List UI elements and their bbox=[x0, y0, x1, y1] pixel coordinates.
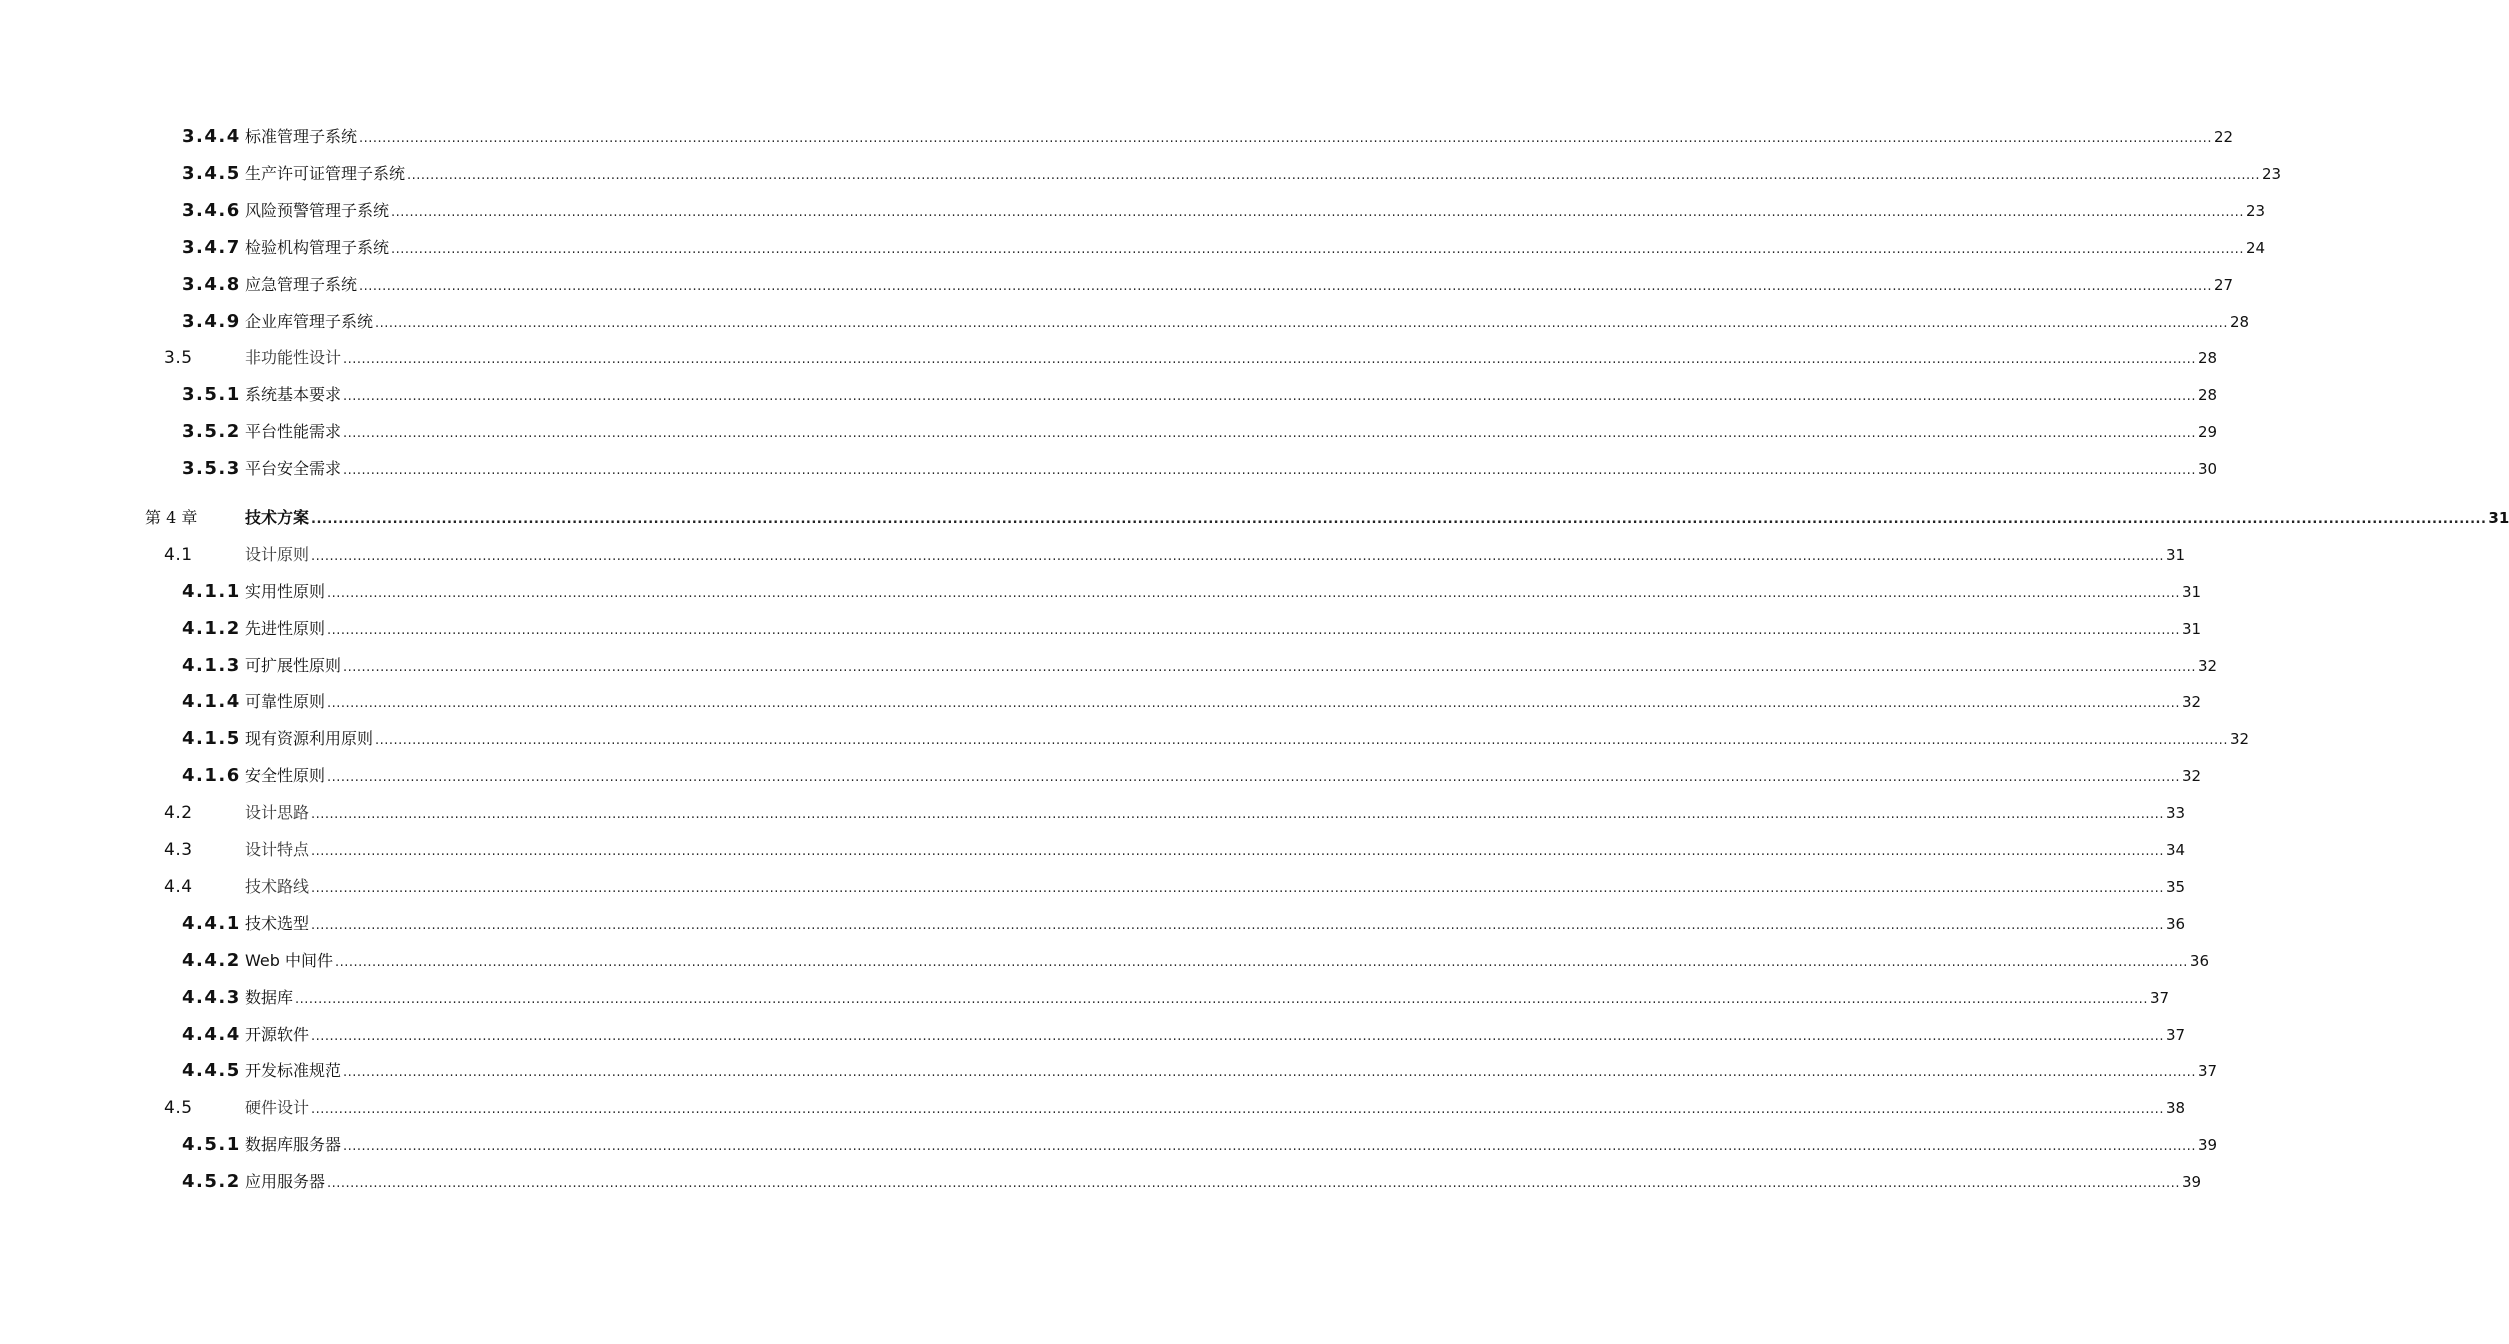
toc-dot-leader: ................................................................................................................................................................................................................................................................................................................................................................................................................ bbox=[327, 586, 2180, 601]
toc-entry-title: 标准管理子系统 bbox=[245, 127, 358, 146]
toc-entry-line bbox=[245, 456, 2218, 484]
toc-dot-leader: ................................................................................................................................................................................................................................................................................................................................................................................................................ bbox=[311, 512, 2487, 527]
toc-entry-title: Web 中间件 bbox=[245, 951, 333, 970]
toc-entry-line bbox=[245, 579, 2202, 607]
toc-entry-number: 4.5.1 bbox=[182, 1134, 241, 1155]
toc-entry-number: 4.5.2 bbox=[182, 1171, 241, 1192]
toc-entry[interactable] bbox=[0, 948, 2210, 974]
toc-entry-line bbox=[245, 272, 2234, 300]
toc-entry-page: 33 bbox=[2165, 804, 2186, 822]
toc-entry-title: 实用性原则 bbox=[245, 582, 326, 601]
toc-entry-page: 37 bbox=[2165, 1026, 2186, 1044]
toc-entry-number: 3.4.6 bbox=[182, 200, 241, 221]
toc-entry-number: 3.5.2 bbox=[182, 421, 241, 442]
toc-entry-title: 可靠性原则 bbox=[245, 692, 326, 711]
toc-entry-number: 4.4.3 bbox=[182, 987, 241, 1008]
toc-dot-leader: ................................................................................................................................................................................................................................................................................................................................................................................................................ bbox=[311, 1029, 2164, 1044]
toc-entry-number: 4.4.2 bbox=[182, 950, 241, 971]
toc-dot-leader: ................................................................................................................................................................................................................................................................................................................................................................................................................ bbox=[375, 316, 2228, 331]
toc-entry-line bbox=[245, 198, 2266, 226]
toc-entry-page: 32 bbox=[2229, 730, 2250, 748]
toc-entry-title: 技术选型 bbox=[245, 914, 310, 933]
toc-entry[interactable] bbox=[0, 1058, 2218, 1084]
toc-entry[interactable] bbox=[0, 579, 2202, 605]
toc-entry-page: 38 bbox=[2165, 1099, 2186, 1117]
toc-entry-title: 开源软件 bbox=[245, 1025, 310, 1044]
toc-entry-number: 4.1.1 bbox=[182, 581, 241, 602]
toc-dot-leader: ................................................................................................................................................................................................................................................................................................................................................................................................................ bbox=[343, 352, 2196, 367]
toc-entry-page: 37 bbox=[2149, 989, 2170, 1007]
toc-entry-number: 3.5 bbox=[164, 348, 193, 368]
toc-dot-leader: ................................................................................................................................................................................................................................................................................................................................................................................................................ bbox=[343, 1139, 2196, 1154]
toc-entry-title: 平台安全需求 bbox=[245, 459, 342, 478]
toc-entry-title: 设计思路 bbox=[245, 803, 310, 822]
toc-entry-page: 27 bbox=[2213, 276, 2234, 294]
toc-entry-line bbox=[245, 345, 2218, 373]
toc-entry-number: 3.4.4 bbox=[182, 126, 241, 147]
toc-entry-page: 31 bbox=[2488, 509, 2509, 527]
toc-entry-line bbox=[245, 124, 2234, 152]
toc-entry-page: 36 bbox=[2189, 952, 2210, 970]
toc-entry-page: 28 bbox=[2197, 386, 2218, 404]
toc-entry-number: 4.3 bbox=[164, 840, 193, 860]
toc-entry-title: 数据库服务器 bbox=[245, 1135, 342, 1154]
toc-entry-page: 39 bbox=[2181, 1173, 2202, 1191]
toc-entry-line bbox=[245, 1169, 2202, 1197]
toc-entry-number: 4.1.6 bbox=[182, 765, 241, 786]
toc-entry-number: 3.4.9 bbox=[182, 311, 241, 332]
toc-entry[interactable] bbox=[0, 616, 2202, 642]
toc-dot-leader: ................................................................................................................................................................................................................................................................................................................................................................................................................ bbox=[327, 696, 2180, 711]
toc-entry-number: 4.1.2 bbox=[182, 618, 241, 639]
toc-entry-line bbox=[245, 874, 2186, 902]
toc-entry-title: 检验机构管理子系统 bbox=[245, 238, 390, 257]
toc-entry-title: 开发标准规范 bbox=[245, 1061, 342, 1080]
toc-entry-page: 23 bbox=[2261, 165, 2282, 183]
toc-entry-line bbox=[245, 616, 2202, 644]
toc-dot-leader: ................................................................................................................................................................................................................................................................................................................................................................................................................ bbox=[359, 279, 2212, 294]
toc-dot-leader: ................................................................................................................................................................................................................................................................................................................................................................................................................ bbox=[334, 955, 2188, 970]
toc-dot-leader: ................................................................................................................................................................................................................................................................................................................................................................................................................ bbox=[375, 733, 2228, 748]
toc-entry-line bbox=[245, 800, 2186, 828]
toc-entry-number: 4.4 bbox=[164, 877, 193, 897]
toc-entry-title: 系统基本要求 bbox=[245, 385, 342, 404]
toc-entry-line bbox=[245, 382, 2218, 410]
toc-entry-title: 应用服务器 bbox=[245, 1172, 326, 1191]
toc-entry-page: 24 bbox=[2245, 239, 2266, 257]
toc-entry-page: 31 bbox=[2165, 546, 2186, 564]
toc-entry[interactable] bbox=[0, 1169, 2202, 1195]
toc-entry[interactable] bbox=[0, 124, 2234, 150]
toc-entry-number: 4.1.3 bbox=[182, 655, 241, 676]
toc-entry-line bbox=[245, 161, 2282, 189]
toc-entry-line bbox=[245, 726, 2250, 754]
toc-dot-leader: ................................................................................................................................................................................................................................................................................................................................................................................................................ bbox=[343, 389, 2196, 404]
toc-entry-line bbox=[245, 1022, 2186, 1050]
toc-entry-title: 硬件设计 bbox=[245, 1098, 310, 1117]
toc-entry[interactable] bbox=[0, 198, 2266, 224]
toc-entry[interactable] bbox=[0, 382, 2218, 408]
toc-entry-title: 设计特点 bbox=[245, 840, 310, 859]
toc-entry-number: 4.1.4 bbox=[182, 691, 241, 712]
toc-dot-leader: ................................................................................................................................................................................................................................................................................................................................................................................................................ bbox=[359, 131, 2212, 146]
toc-dot-leader: ................................................................................................................................................................................................................................................................................................................................................................................................................ bbox=[407, 168, 2260, 183]
toc-entry-page: 31 bbox=[2181, 583, 2202, 601]
toc-dot-leader: ................................................................................................................................................................................................................................................................................................................................................................................................................ bbox=[391, 205, 2244, 220]
toc-entry-page: 34 bbox=[2165, 841, 2186, 859]
toc-entry[interactable] bbox=[0, 837, 2186, 863]
toc-entry-title: 数据库 bbox=[245, 988, 294, 1007]
toc-entry[interactable] bbox=[0, 161, 2282, 187]
toc-entry-number: 4.1 bbox=[164, 545, 193, 565]
toc-entry-page: 32 bbox=[2181, 767, 2202, 785]
toc-dot-leader: ................................................................................................................................................................................................................................................................................................................................................................................................................ bbox=[343, 463, 2196, 478]
toc-entry-line bbox=[245, 309, 2250, 337]
toc-entry[interactable] bbox=[0, 272, 2234, 298]
toc-entry-number: 3.4.5 bbox=[182, 163, 241, 184]
toc-entry-page: 37 bbox=[2197, 1062, 2218, 1080]
toc-entry[interactable] bbox=[0, 911, 2186, 937]
toc-entry-line bbox=[245, 948, 2210, 976]
toc-entry-page: 23 bbox=[2245, 202, 2266, 220]
toc-entry-number: 4.4.4 bbox=[182, 1024, 241, 1045]
toc-entry-title: 非功能性设计 bbox=[245, 348, 342, 367]
toc-entry-page: 22 bbox=[2213, 128, 2234, 146]
toc-entry-title: 风险预警管理子系统 bbox=[245, 201, 390, 220]
toc-dot-leader: ................................................................................................................................................................................................................................................................................................................................................................................................................ bbox=[391, 242, 2244, 257]
toc-entry-number: 4.5 bbox=[164, 1098, 193, 1118]
toc-entry-title: 设计原则 bbox=[245, 545, 310, 564]
toc-entry-page: 39 bbox=[2197, 1136, 2218, 1154]
toc-dot-leader: ................................................................................................................................................................................................................................................................................................................................................................................................................ bbox=[311, 881, 2164, 896]
toc-entry-line bbox=[245, 763, 2202, 791]
toc-dot-leader: ................................................................................................................................................................................................................................................................................................................................................................................................................ bbox=[295, 992, 2148, 1007]
toc-entry-number: 4.1.5 bbox=[182, 728, 241, 749]
toc-dot-leader: ................................................................................................................................................................................................................................................................................................................................................................................................................ bbox=[311, 1102, 2164, 1117]
toc-entry-line bbox=[245, 419, 2218, 447]
toc-entry-line bbox=[245, 1132, 2218, 1160]
toc-entry[interactable] bbox=[0, 1022, 2186, 1048]
toc-entry-number: 4.4.5 bbox=[182, 1060, 241, 1081]
toc-entry-line bbox=[245, 542, 2186, 570]
toc-entry[interactable] bbox=[0, 689, 2202, 715]
toc-entry-number: 第 4 章 bbox=[145, 508, 198, 527]
toc-entry[interactable] bbox=[0, 505, 2509, 531]
toc-entry-number: 3.5.3 bbox=[182, 458, 241, 479]
toc-entry[interactable] bbox=[0, 235, 2266, 261]
toc-entry-title: 应急管理子系统 bbox=[245, 275, 358, 294]
toc-entry-page: 29 bbox=[2197, 423, 2218, 441]
toc-dot-leader: ................................................................................................................................................................................................................................................................................................................................................................................................................ bbox=[343, 660, 2196, 675]
toc-entry-line bbox=[245, 689, 2202, 717]
toc-dot-leader: ................................................................................................................................................................................................................................................................................................................................................................................................................ bbox=[311, 844, 2164, 859]
toc-entry[interactable] bbox=[0, 985, 2170, 1011]
toc-entry-line bbox=[245, 1058, 2218, 1086]
toc-entry-page: 32 bbox=[2181, 693, 2202, 711]
toc-entry-line bbox=[245, 653, 2218, 681]
toc-dot-leader: ................................................................................................................................................................................................................................................................................................................................................................................................................ bbox=[311, 549, 2164, 564]
toc-dot-leader: ................................................................................................................................................................................................................................................................................................................................................................................................................ bbox=[327, 623, 2180, 638]
toc-entry[interactable] bbox=[0, 1132, 2218, 1158]
toc-entry-page: 36 bbox=[2165, 915, 2186, 933]
toc-dot-leader: ................................................................................................................................................................................................................................................................................................................................................................................................................ bbox=[343, 1065, 2196, 1080]
toc-entry[interactable] bbox=[0, 874, 2186, 900]
toc-entry-title: 平台性能需求 bbox=[245, 422, 342, 441]
toc-entry-page: 31 bbox=[2181, 620, 2202, 638]
toc-entry-title: 先进性原则 bbox=[245, 619, 326, 638]
toc-entry-page: 30 bbox=[2197, 460, 2218, 478]
toc-entry[interactable] bbox=[0, 345, 2218, 371]
toc-entry[interactable] bbox=[0, 653, 2218, 679]
toc-entry-line bbox=[245, 1095, 2186, 1123]
toc-entry-line bbox=[245, 911, 2186, 939]
toc-entry-page: 35 bbox=[2165, 878, 2186, 896]
toc-entry-number: 3.5.1 bbox=[182, 384, 241, 405]
toc-entry-page: 28 bbox=[2229, 313, 2250, 331]
toc-entry-number: 3.4.7 bbox=[182, 237, 241, 258]
toc-entry-title: 可扩展性原则 bbox=[245, 656, 342, 675]
toc-dot-leader: ................................................................................................................................................................................................................................................................................................................................................................................................................ bbox=[311, 918, 2164, 933]
toc-entry-line bbox=[245, 505, 2509, 533]
toc-entry-title: 技术方案 bbox=[245, 508, 310, 527]
toc-entry-title: 企业库管理子系统 bbox=[245, 312, 374, 331]
toc-entry[interactable] bbox=[0, 763, 2202, 789]
toc-entry-number: 3.4.8 bbox=[182, 274, 241, 295]
toc-entry[interactable] bbox=[0, 726, 2250, 752]
toc-entry-page: 32 bbox=[2197, 657, 2218, 675]
toc-entry-number: 4.2 bbox=[164, 803, 193, 823]
toc-dot-leader: ................................................................................................................................................................................................................................................................................................................................................................................................................ bbox=[311, 807, 2164, 822]
toc-entry-number: 4.4.1 bbox=[182, 913, 241, 934]
toc-entry-line bbox=[245, 837, 2186, 865]
toc-entry-title: 生产许可证管理子系统 bbox=[245, 164, 406, 183]
toc-dot-leader: ................................................................................................................................................................................................................................................................................................................................................................................................................ bbox=[343, 426, 2196, 441]
toc-entry[interactable] bbox=[0, 800, 2186, 826]
toc-entry-title: 技术路线 bbox=[245, 877, 310, 896]
toc-entry[interactable] bbox=[0, 542, 2186, 568]
toc-dot-leader: ................................................................................................................................................................................................................................................................................................................................................................................................................ bbox=[327, 770, 2180, 785]
toc-entry-title: 安全性原则 bbox=[245, 766, 326, 785]
toc-entry-line bbox=[245, 985, 2170, 1013]
toc-entry[interactable] bbox=[0, 309, 2250, 335]
toc-dot-leader: ................................................................................................................................................................................................................................................................................................................................................................................................................ bbox=[327, 1176, 2180, 1191]
toc-entry[interactable] bbox=[0, 419, 2218, 445]
toc-entry-line bbox=[245, 235, 2266, 263]
toc-entry[interactable] bbox=[0, 456, 2218, 482]
toc-entry-title: 现有资源利用原则 bbox=[245, 729, 374, 748]
toc-entry[interactable] bbox=[0, 1095, 2186, 1121]
toc-entry-page: 28 bbox=[2197, 349, 2218, 367]
